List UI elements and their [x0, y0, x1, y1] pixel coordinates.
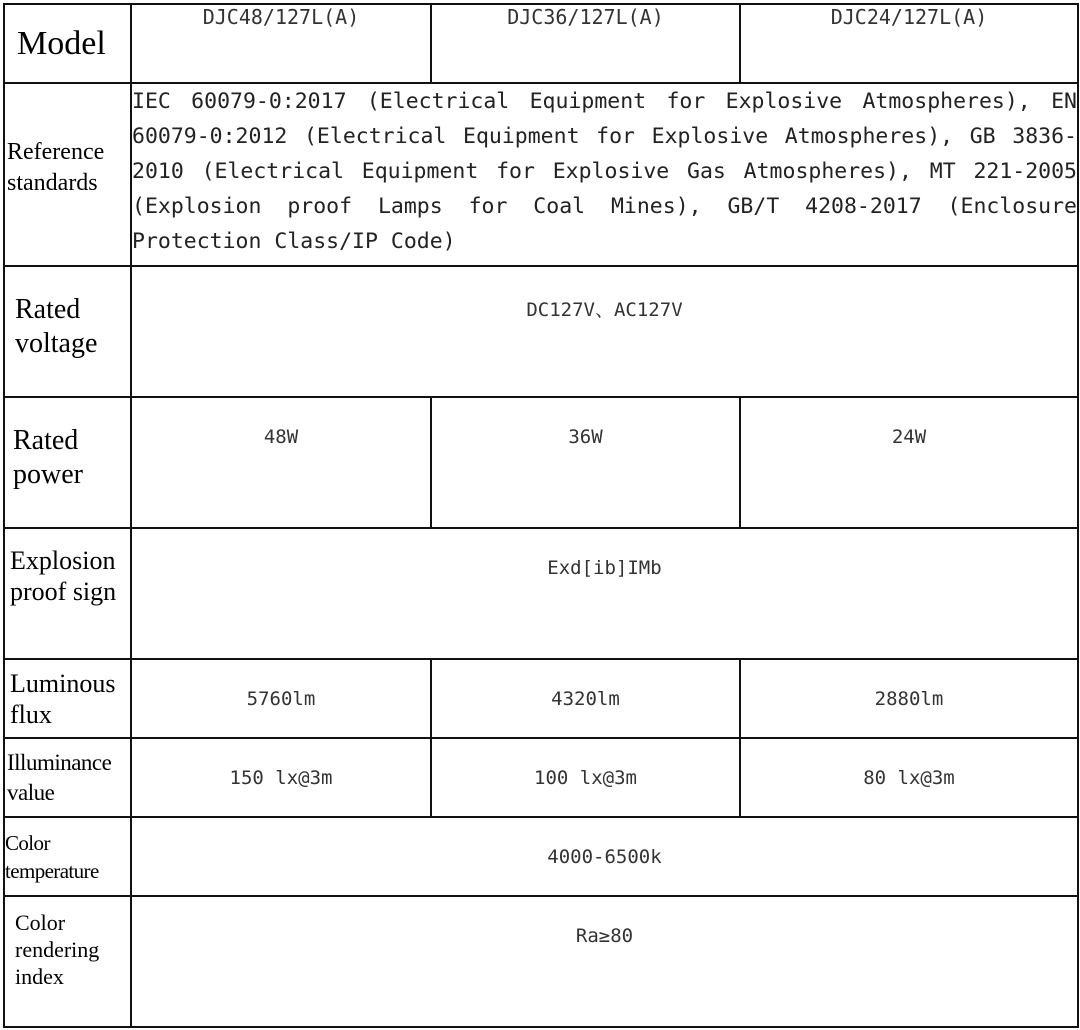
model-row — [4, 4, 1078, 83]
luminous-flux-cell-2 — [431, 659, 740, 738]
model-cell-3 — [740, 4, 1078, 83]
explosion-proof-label-cell — [4, 528, 131, 659]
color-rendering-row — [4, 896, 1078, 1027]
model-name: DJC24/127L(A) — [830, 5, 988, 29]
luminous-flux-value: 2880lm — [874, 687, 944, 710]
color-rendering-value-cell — [131, 896, 1078, 1027]
rated-power-cell-1 — [131, 397, 431, 528]
reference-label: Reference standards — [7, 138, 105, 196]
rated-power-value: 48W — [263, 426, 299, 448]
luminous-flux-label: Luminous flux — [10, 668, 116, 729]
rated-power-label: Rated power — [13, 425, 83, 490]
rated-power-row — [4, 397, 1078, 528]
color-temperature-row — [4, 817, 1078, 896]
color-temperature-label: Color temperature — [5, 830, 99, 883]
explosion-proof-row — [4, 528, 1078, 659]
luminous-flux-value: 4320lm — [551, 687, 620, 710]
color-temperature-label-cell — [4, 817, 131, 896]
luminous-flux-label-cell — [4, 659, 131, 738]
color-temperature-value: 4000-6500k — [547, 845, 662, 868]
rated-power-cell-3 — [740, 397, 1078, 528]
rated-voltage-label-cell — [4, 266, 131, 397]
illuminance-label: Illuminance value — [7, 749, 112, 805]
rated-voltage-value: DC127V、AC127V — [526, 299, 683, 321]
illuminance-cell-3 — [740, 738, 1078, 817]
model-label: Model — [17, 24, 106, 62]
color-rendering-value: Ra≥80 — [575, 925, 634, 947]
luminous-flux-row — [4, 659, 1078, 738]
luminous-flux-cell-3 — [740, 659, 1078, 738]
illuminance-label-cell — [4, 738, 131, 817]
color-temperature-value-cell — [131, 817, 1078, 896]
illuminance-cell-2 — [431, 738, 740, 817]
reference-row — [4, 83, 1078, 266]
model-name: DJC48/127L(A) — [202, 5, 360, 29]
rated-power-cell-2 — [431, 397, 740, 528]
color-rendering-label-cell — [4, 896, 131, 1027]
luminous-flux-value: 5760lm — [246, 687, 316, 710]
luminous-flux-cell-1 — [131, 659, 431, 738]
model-cell-2 — [431, 4, 740, 83]
rated-voltage-value-cell — [131, 266, 1078, 397]
model-label-cell — [4, 4, 131, 83]
explosion-proof-label: Explosion proof sign — [10, 546, 117, 606]
explosion-proof-value-cell — [131, 528, 1078, 659]
rated-power-label-cell — [4, 397, 131, 528]
rated-power-value: 36W — [568, 426, 603, 448]
spec-table — [3, 3, 1079, 1028]
illuminance-value: 150 lx@3m — [229, 766, 333, 789]
rated-voltage-row — [4, 266, 1078, 397]
illuminance-row — [4, 738, 1078, 817]
illuminance-value: 100 lx@3m — [534, 766, 637, 789]
model-name: DJC36/127L(A) — [507, 5, 664, 29]
illuminance-value: 80 lx@3m — [863, 766, 955, 789]
reference-label-cell — [4, 83, 131, 266]
rated-power-value: 24W — [891, 426, 927, 448]
reference-text-cell — [131, 83, 1078, 266]
reference-text: IEC 60079-0:2017 (Electrical Equipment for Explosive Atmospheres), EN 60079-0:2012 (Electrical Equipment for Explosive Atmospheres), GB 3836-2010 (Electrical Equipment for Explosive Gas Atmospheres), MT 221-2005 (Explosion proof Lamps for Coal Mines), GB/T 4208-2017 (Enclosure Protection Class/IP Code) — [132, 89, 1077, 254]
color-rendering-label: Color rendering index — [15, 910, 100, 989]
rated-voltage-label: Rated voltage — [15, 294, 98, 359]
explosion-proof-value: Exd[ib]IMb — [547, 557, 662, 579]
illuminance-cell-1 — [131, 738, 431, 817]
model-cell-1 — [131, 4, 431, 83]
